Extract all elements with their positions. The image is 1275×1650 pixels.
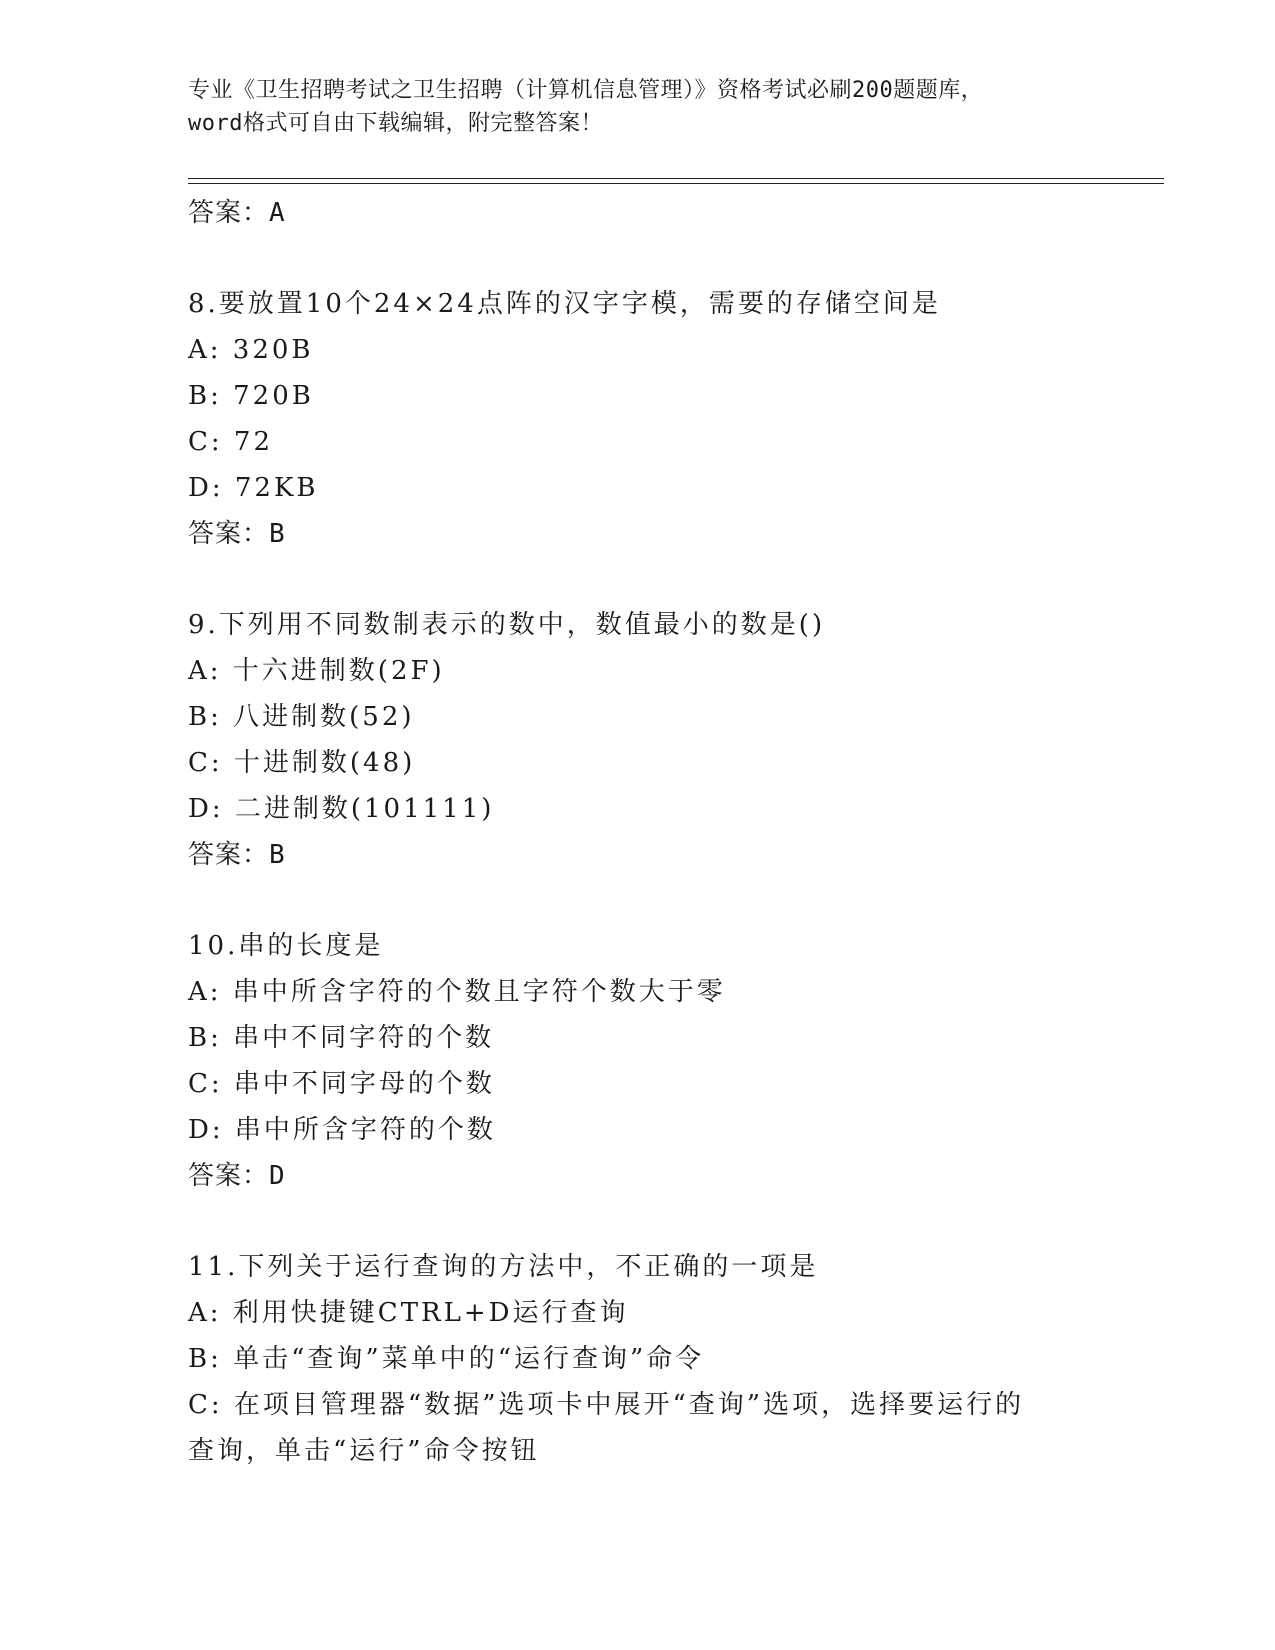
document-header bbox=[188, 74, 1088, 140]
option-d: D: 72KB bbox=[188, 473, 319, 503]
option-b: B: 串中不同字符的个数 bbox=[188, 1023, 495, 1053]
answer: 答案：B bbox=[188, 840, 286, 870]
option-c: C: 串中不同字母的个数 bbox=[188, 1069, 495, 1099]
question-stem: 9.下列用不同数制表示的数中，数值最小的数是() bbox=[188, 610, 826, 640]
question-list bbox=[188, 190, 1088, 1474]
option-d: D: 二进制数(101111) bbox=[188, 794, 495, 824]
option-a: A: 320B bbox=[188, 335, 314, 365]
option-a: A: 十六进制数(2F) bbox=[188, 656, 445, 686]
option-c-continued: 查询，单击“运行”命令按钮 bbox=[188, 1436, 540, 1466]
header-line-2: word格式可自由下载编辑，附完整答案！ bbox=[188, 111, 603, 136]
question-10 bbox=[188, 923, 1088, 1199]
header-line-1: 专业《卫生招聘考试之卫生招聘（计算机信息管理）》资格考试必刷200题题库， bbox=[188, 78, 984, 103]
question-9 bbox=[188, 602, 1088, 878]
question-8 bbox=[188, 281, 1088, 557]
option-c: C: 72 bbox=[188, 427, 274, 457]
option-b: B: 单击“查询”菜单中的“运行查询”命令 bbox=[188, 1344, 705, 1374]
answer: 答案：D bbox=[188, 1161, 286, 1191]
option-a: A: 串中所含字符的个数且字符个数大于零 bbox=[188, 977, 726, 1007]
question-11 bbox=[188, 1244, 1088, 1474]
option-b: B: 720B bbox=[188, 381, 314, 411]
option-c: C: 在项目管理器“数据”选项卡中展开“查询”选项，选择要运行的 bbox=[188, 1390, 1025, 1420]
header-divider-top bbox=[188, 178, 1164, 179]
option-d: D: 串中所含字符的个数 bbox=[188, 1115, 496, 1145]
option-b: B: 八进制数(52) bbox=[188, 702, 415, 732]
previous-answer: 答案：A bbox=[188, 198, 286, 228]
answer: 答案：B bbox=[188, 519, 286, 549]
question-stem: 10.串的长度是 bbox=[188, 931, 384, 961]
option-c: C: 十进制数(48) bbox=[188, 748, 416, 778]
header-divider-bottom bbox=[188, 183, 1164, 184]
question-stem: 8.要放置10个24×24点阵的汉字字模，需要的存储空间是 bbox=[188, 289, 941, 319]
question-stem: 11.下列关于运行查询的方法中，不正确的一项是 bbox=[188, 1252, 819, 1282]
option-a: A: 利用快捷键CTRL+D运行查询 bbox=[188, 1298, 629, 1328]
